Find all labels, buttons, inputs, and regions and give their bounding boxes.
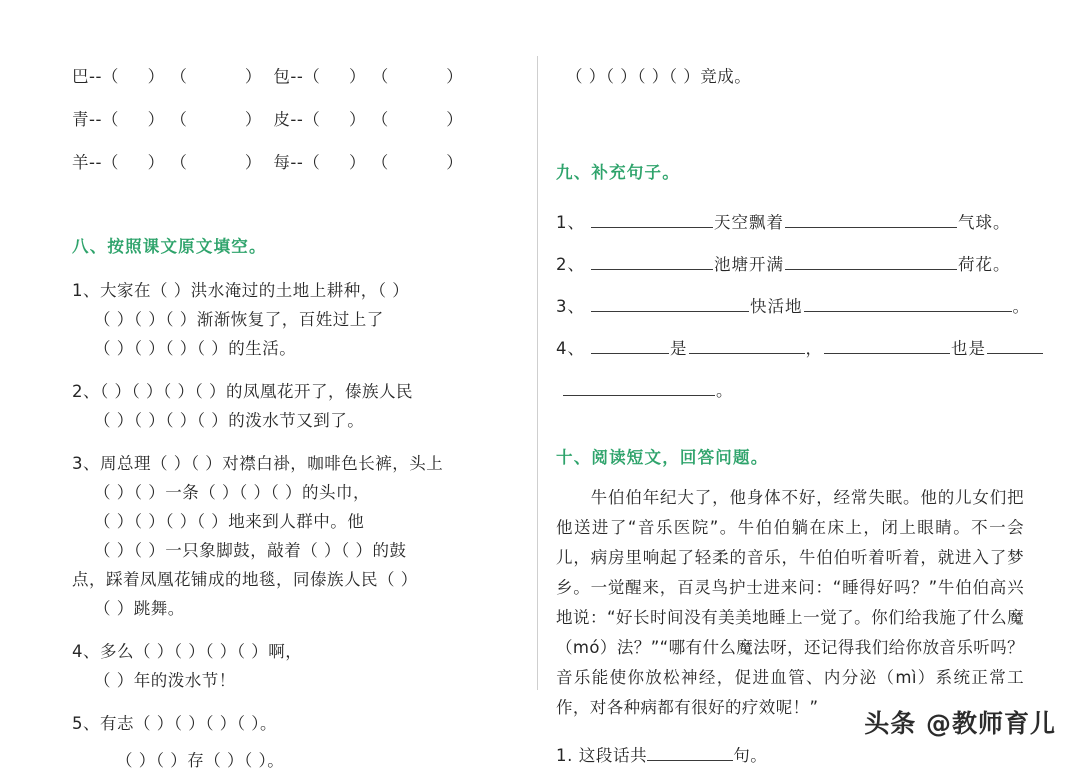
table-row	[72, 105, 542, 134]
blank-rule[interactable]	[591, 342, 669, 354]
paren-blank[interactable]: （ ）	[371, 153, 464, 172]
blank-rule[interactable]	[563, 384, 715, 396]
paren-blank[interactable]: （ ）	[303, 67, 367, 86]
blank-rule[interactable]	[591, 258, 713, 270]
section-heading-nine: 九、补充句子。	[556, 163, 680, 182]
question-line: 点，踩着凤凰花铺成的地毯，同傣族人民（ ）	[72, 570, 418, 590]
fill-text: 快活地	[750, 297, 803, 317]
fill-text: 荷花。	[958, 255, 1011, 275]
reading-passage	[556, 483, 1024, 723]
passage-question-1	[556, 741, 1026, 771]
item-number: 2、	[556, 255, 585, 275]
paren-blank[interactable]: （ ）	[371, 110, 464, 129]
paren-blank[interactable]: （ ）	[170, 110, 262, 129]
paren-blank[interactable]: （ ）	[101, 67, 165, 86]
blank-rule[interactable]	[804, 300, 1012, 312]
item-number: 4、	[556, 339, 585, 359]
fill-text: 。	[1012, 297, 1030, 317]
question-4	[72, 637, 542, 695]
exercise-char: 包--	[273, 67, 304, 86]
answer-blank[interactable]	[647, 747, 733, 761]
paren-blank[interactable]: （ ）	[101, 153, 165, 172]
exercise-char: 青--	[72, 110, 102, 129]
question-line: （ ）年的泼水节！	[94, 671, 236, 691]
section-nine-items	[556, 202, 1030, 412]
fill-item-4-continuation	[556, 370, 1026, 412]
watermark: 头条 @教师育儿	[864, 709, 1056, 738]
question-line: （ ）跳舞。	[94, 599, 185, 619]
fill-text: ，	[805, 339, 823, 359]
item-number: 3、	[556, 297, 585, 317]
question-prefix: 1. 这段话共	[556, 746, 648, 766]
section-heading-eight: 八、按照课文原文填空。	[72, 237, 267, 256]
blank-rule[interactable]	[591, 216, 713, 228]
question-line: （ ）（ ）存（ ）（ ）。	[116, 751, 285, 771]
question-line: （ ）（ ）一条（ ）（ ）（ ）的头巾，	[94, 483, 370, 503]
question-line: （ ）（ ）（ ）渐渐恢复了，百姓过上了	[94, 310, 384, 330]
paren-blank[interactable]: （ ）	[303, 153, 367, 172]
paren-blank[interactable]: （ ）	[170, 153, 262, 172]
question-1	[72, 276, 542, 363]
blank-rule[interactable]	[824, 342, 950, 354]
blank-rule[interactable]	[591, 300, 749, 312]
top-left-exercise	[72, 62, 542, 177]
question-line: 2、（ ）（ ）（ ）（ ）的凤凰花开了，傣族人民	[72, 382, 413, 402]
question-suffix: 句。	[733, 746, 768, 766]
question-2	[72, 377, 542, 435]
fill-text: 池塘开满	[714, 255, 784, 275]
question-line: 4、多么（ ）（ ）（ ）（ ）啊，	[72, 642, 303, 662]
fill-item-1	[556, 202, 1026, 244]
question-line: （ ）（ ）（ ）（ ）的泼水节又到了。	[94, 411, 365, 431]
item-number: 1、	[556, 213, 585, 233]
fill-text: 是	[670, 339, 688, 359]
question-line: （ ）（ ）（ ）（ ）地来到人群中。他	[94, 512, 365, 532]
question-3	[72, 449, 542, 623]
exercise-char: 巴--	[72, 67, 102, 86]
table-row	[72, 62, 542, 91]
fill-item-4	[556, 328, 1026, 370]
section-heading-ten: 十、阅读短文，回答问题。	[556, 448, 769, 468]
blank-rule[interactable]	[785, 258, 957, 270]
question-line: （ ）（ ）一只象脚鼓，敲着（ ）（ ）的鼓	[94, 541, 407, 561]
top-right-exercise-line: （ ）（ ）（ ）（ ）竞成。	[566, 67, 752, 86]
blank-rule[interactable]	[987, 342, 1043, 354]
paren-blank[interactable]: （ ）	[170, 67, 262, 86]
blank-rule[interactable]	[785, 216, 957, 228]
passage-text: 牛伯伯年纪大了，他身体不好，经常失眠。他的儿女们把他送进了“音乐医院”。牛伯伯躺在床上，闭上眼睛。不一会儿，病房里响起了轻柔的音乐，牛伯伯听着听着，就进入了梦乡。一觉醒来，百灵鸟护士进来问：“睡得好吗？”牛伯伯高兴地说：“好长时间没有美美地睡上一觉了。你们给我施了什么魔（mó）法？”“哪有什么魔法呀，还记得我们给你放音乐听吗？音乐能使你放松神经，促进血管、内分泌（mì）系统正常工作，对各种病都有很好的疗效呢！”	[556, 488, 1024, 718]
fill-item-2	[556, 244, 1026, 286]
table-row	[72, 148, 542, 177]
left-column	[72, 0, 542, 775]
blank-rule[interactable]	[689, 342, 805, 354]
right-column	[556, 0, 1030, 771]
question-line: （ ）（ ）（ ）（ ）的生活。	[94, 339, 297, 359]
fill-text: 也是	[951, 339, 986, 359]
question-5	[72, 709, 542, 775]
question-line: 1、大家在（ ）洪水淹过的土地上耕种，（ ）	[72, 281, 410, 301]
fill-text: 气球。	[958, 213, 1011, 233]
fill-text: 天空飘着	[714, 213, 784, 233]
paren-blank[interactable]: （ ）	[371, 67, 464, 86]
question-line: 3、周总理（ ）（ ）对襟白褂，咖啡色长裤，头上	[72, 454, 444, 474]
paren-blank[interactable]: （ ）	[101, 110, 165, 129]
fill-text: 。	[716, 381, 734, 401]
exercise-char: 羊--	[72, 153, 102, 172]
exercise-char: 皮--	[273, 110, 304, 129]
exercise-char: 每--	[273, 153, 304, 172]
fill-item-3	[556, 286, 1030, 328]
question-line: 5、有志（ ）（ ）（ ）（ ）。	[72, 714, 277, 734]
paren-blank[interactable]: （ ）	[303, 110, 367, 129]
